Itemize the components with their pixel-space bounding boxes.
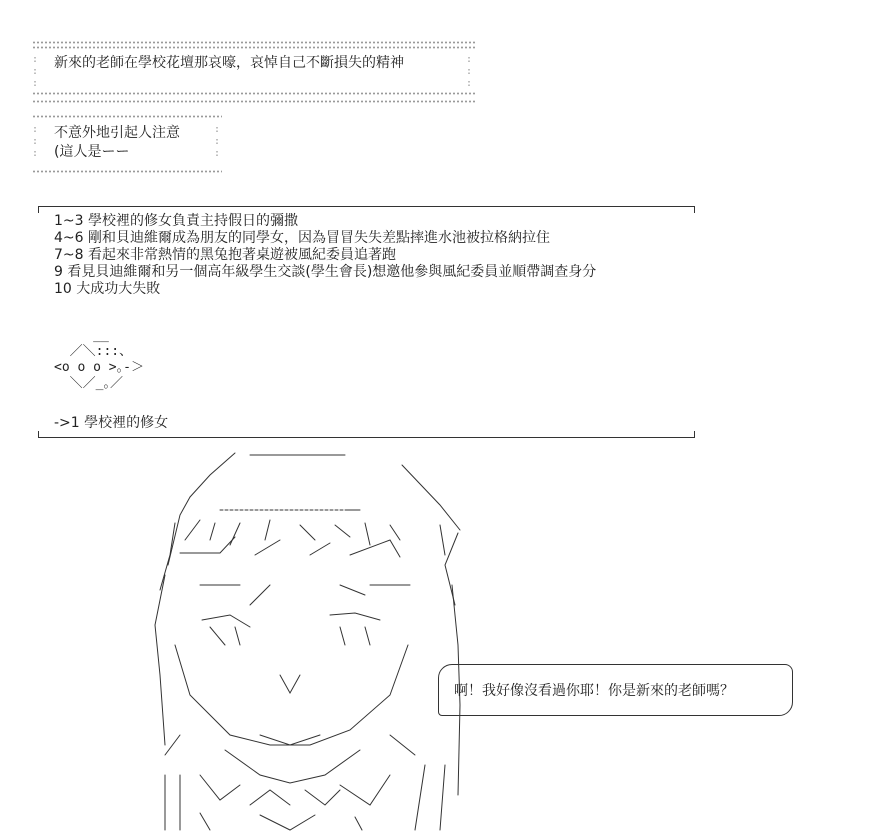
option-item-4: 9 看見貝迪維爾和另一個高年級學生交談(學生會長)想邀他參與風紀委員並順帶調查身分 [54,264,597,280]
intro-top-dots [32,41,477,44]
speech-text: 啊！我好像沒看過你耶！你是新來的老師嗎？ [454,683,734,699]
options-box-corner-bl [38,431,39,437]
intro-right-dots: : : : [466,54,474,89]
dice-art: __ ／＼:::、 <o o o >｡-＞ ＼／_｡／ [54,328,144,391]
option-item-1: 1~3 學校裡的修女負責主持假日的彌撒 [54,213,298,229]
option-item-3: 7~8 看起來非常熱情的黑兔抱著桌遊被風紀委員追著跑 [54,247,396,263]
dice-result: ->1 學校裡的修女 [54,415,169,431]
notice-bottom-dots [32,170,222,173]
intro-text: 新來的老師在學校花壇那哀嚎，哀悼自己不斷損失的精神 [54,55,404,71]
option-list [54,213,596,298]
intro-bottom-dots-2 [32,100,477,103]
notice-left-dots: : : : [32,124,40,159]
intro-top-dots-2 [32,46,477,49]
intro-bottom-dots [32,92,477,95]
options-box-corner-br [694,431,695,437]
notice-right-dots: : : : [214,124,222,159]
option-item-5: 10 大成功大失敗 [54,281,161,297]
notice-top-dots [32,115,222,118]
notice-line-1: 不意外地引起人注意 [54,125,180,141]
notice-line-2: (這人是ーー [54,144,130,160]
character-line-art [140,445,480,835]
intro-left-dots: : : : [32,54,40,89]
option-item-2: 4~6 剛和貝迪維爾成為朋友的同學女，因為冒冒失失差點摔進水池被拉格納拉住 [54,230,550,246]
